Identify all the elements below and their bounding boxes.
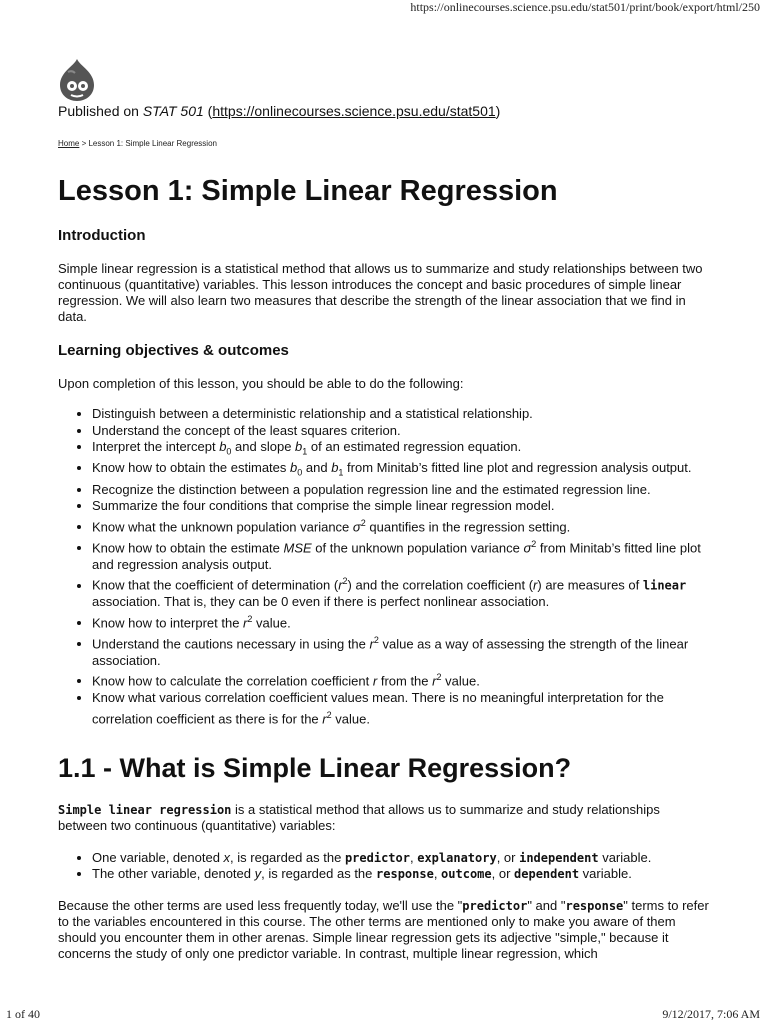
section-paragraph: Because the other terms are used less frequently today, we'll use the "predictor" and "response" terms to refer to the variables encountered in this course. The other terms are mentioned only to make you aware of them should you encounter them in other arenas. Simple linear regression gets its adjective "simple," because it concerns the study of only one predictor variable. In contrast, multiple linear regression, which [58, 897, 709, 961]
published-prefix: Published on [58, 103, 143, 119]
drupal-logo-icon [58, 58, 96, 102]
list-item: • Understand the cautions necessary in using the $r^2$ value as a way of assessing the strength of the linear association. [92, 632, 710, 670]
intro-heading: Introduction [58, 227, 146, 244]
list-item: • Know that the coefficient of determination $(r^2)$ and the correlation coefficient (r) are measures of linear association. That is, they can be 0 even if there is perfect nonlinear association. [92, 573, 710, 611]
list-item: • One variable, denoted x, is regarded as the predictor, explanatory, or independent variable. [92, 850, 710, 867]
list-item: • Interpret the intercept $b_0$ and slope $b_1$ of an estimated regression equation. [92, 439, 710, 460]
site-link[interactable]: https://onlinecourses.science.psu.edu/stat501 [212, 103, 496, 119]
list-item: • Distinguish between a deterministic relationship and a statistical relationship. [92, 406, 710, 423]
list-item: • Recognize the distinction between a population regression line and the estimated regression line. [92, 482, 710, 499]
list-item: • Summarize the four conditions that comprise the simple linear regression model. [92, 498, 710, 515]
page-number: 1 of 40 [6, 1007, 40, 1021]
page-content [58, 103, 710, 962]
site-name: STAT 501 [142, 103, 204, 119]
section-paragraph: Simple linear regression is a statistical method that allows us to summarize and study relationships between two continuous (quantitative) variables: [58, 801, 660, 833]
list-item: • Know how to calculate the correlation coefficient r from the $r^2$ value. [92, 669, 710, 690]
section-title: 1.1 - What is Simple Linear Regression? [58, 752, 572, 783]
breadcrumb-current: > Lesson 1: Simple Linear Regression [79, 139, 217, 148]
print-timestamp: 9/12/2017, 7:06 AM [662, 1007, 760, 1021]
objectives-heading: Learning objectives & outcomes [58, 342, 289, 359]
paren-close: ) [495, 103, 501, 119]
objectives-list [58, 406, 710, 728]
list-item: • Know how to obtain the estimate MSE of the unknown population variance $\sigma^2$ from Minitab’s fitted line plot and regression analysis output. [92, 536, 710, 574]
variable-list [58, 850, 710, 883]
paren-open: ( [203, 103, 213, 119]
list-item: • Know what various correlation coefficient values mean. There is no meaningful interpretation for the correlation coefficient as there is for the $r^2$ value. [92, 690, 710, 728]
published-line [58, 103, 710, 119]
list-item: • Know what the unknown population variance $\sigma^2$ quantifies in the regression setting. [92, 515, 710, 536]
intro-paragraph: Simple linear regression is a statistical method that allows us to summarize and study relationships between two continuous (quantitative) variables. This lesson introduces the concept and basic procedures of simple linear regression. We will also learn two measures that describe the strength of the linear association that we find in data. [58, 261, 703, 324]
breadcrumb [58, 136, 710, 152]
list-item: • Know how to obtain the estimates $b_0$ and $b_1$ from Minitab’s fitted line plot and regression analysis output. [92, 460, 710, 481]
list-item: • The other variable, denoted y, is regarded as the response, outcome, or dependent variable. [92, 866, 710, 883]
print-url: https://onlinecourses.science.psu.edu/stat501/print/book/export/html/250 [410, 0, 760, 14]
list-item: • Understand the concept of the least squares criterion. [92, 423, 710, 440]
list-item: • Know how to interpret the $r^2$ value. [92, 611, 710, 632]
objectives-lead: Upon completion of this lesson, you should be able to do the following: [58, 376, 464, 391]
breadcrumb-home-link[interactable]: Home [58, 139, 80, 148]
page-title: Lesson 1: Simple Linear Regression [58, 175, 558, 207]
